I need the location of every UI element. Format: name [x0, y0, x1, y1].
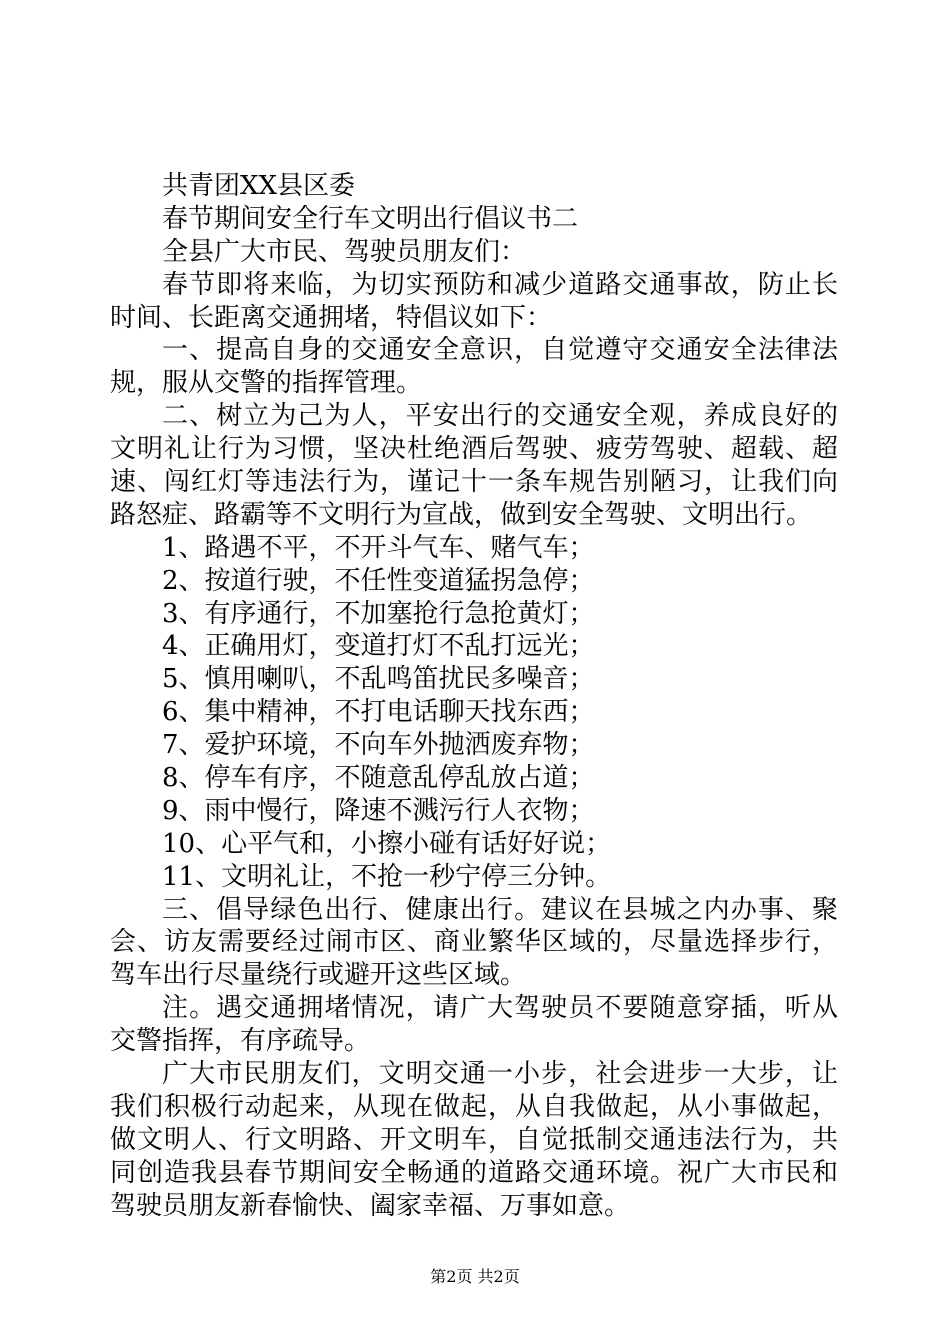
closing-line: 广大市民朋友们，文明交通一小步，社会进步一大步，让: [162, 1059, 838, 1090]
document-title: 春节期间安全行车文明出行倡议书二: [162, 203, 579, 234]
rule-item: 9、雨中慢行，降速不溅污行人衣物；: [162, 795, 595, 826]
point-three-line: 驾车出行尽量绕行或避开这些区域。: [110, 960, 527, 991]
rule-item: 4、正确用灯，变道打灯不乱打远光；: [162, 631, 595, 662]
point-one-line: 规，服从交警的指挥管理。: [110, 368, 423, 399]
page-footer: 第2页 共2页: [430, 1267, 520, 1286]
closing-line: 我们积极行动起来，从现在做起，从自我做起，从小事做起，: [110, 1091, 838, 1122]
closing-line: 做文明人、行文明路、开文明车，自觉抵制交通违法行为，共: [110, 1124, 838, 1155]
point-two-line: 二、树立为己为人，平安出行的交通安全观，养成良好的: [162, 401, 838, 432]
intro-line: 春节即将来临，为切实预防和减少道路交通事故，防止长: [162, 269, 838, 300]
rule-item: 1、路遇不平，不开斗气车、赌气车；: [162, 532, 595, 563]
rule-item: 2、按道行驶，不任性变道猛拐急停；: [162, 565, 595, 596]
rule-item: 7、爱护环境，不向车外抛洒废弃物；: [162, 730, 595, 761]
rule-item: 11、文明礼让，不抢一秒宁停三分钟。: [162, 861, 612, 892]
intro-line: 时间、长距离交通拥堵，特倡议如下：: [110, 302, 553, 333]
point-one-line: 一、提高自身的交通安全意识，自觉遵守交通安全法律法: [162, 335, 838, 366]
issuing-organization: 共青团XX县区委: [162, 171, 356, 201]
point-two-line: 路怒症、路霸等不文明行为宣战，做到安全驾驶、文明出行。: [110, 499, 813, 530]
point-three-line: 会、访友需要经过闹市区、商业繁华区域的，尽量选择步行，: [110, 927, 838, 958]
point-two-line: 文明礼让行为习惯，坚决杜绝酒后驾驶、疲劳驾驶、超载、超: [110, 434, 838, 465]
rule-item: 3、有序通行，不加塞抢行急抢黄灯；: [162, 598, 595, 629]
note-line: 交警指挥，有序疏导。: [110, 1026, 371, 1057]
rule-item: 8、停车有序，不随意乱停乱放占道；: [162, 763, 595, 794]
salutation: 全县广大市民、驾驶员朋友们：: [162, 236, 527, 267]
closing-line: 驾驶员朋友新春愉快、阖家幸福、万事如意。: [110, 1190, 631, 1221]
point-two-line: 速、闯红灯等违法行为，谨记十一条车规告别陋习，让我们向: [110, 467, 838, 498]
note-line: 注。遇交通拥堵情况，请广大驾驶员不要随意穿插，听从: [162, 993, 838, 1024]
document-body: [110, 170, 838, 1223]
point-three-line: 三、倡导绿色出行、健康出行。建议在县城之内办事、聚: [162, 894, 838, 925]
rule-item: 5、慎用喇叭，不乱鸣笛扰民多噪音；: [162, 664, 595, 695]
closing-line: 同创造我县春节期间安全畅通的道路交通环境。祝广大市民和: [110, 1157, 838, 1188]
rule-item: 10、心平气和，小擦小碰有话好好说；: [162, 828, 612, 859]
rule-item: 6、集中精神，不打电话聊天找东西；: [162, 697, 595, 728]
